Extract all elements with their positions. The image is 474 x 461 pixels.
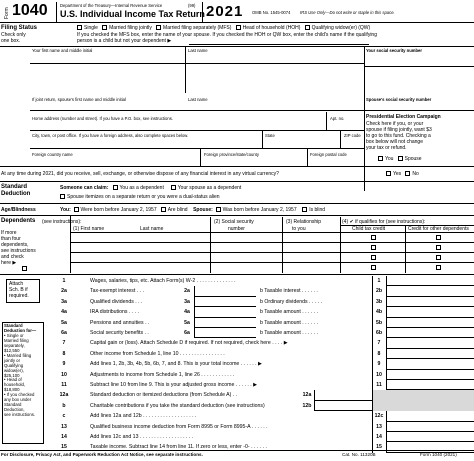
line-description: Adjustments to income from Schedule 1, line 26 . . . . . . . . . . . .	[90, 371, 235, 378]
line-box-label: 5a	[180, 320, 194, 326]
amount-input-6b[interactable]	[386, 328, 474, 338]
age-blindness-label: Age/Blindness	[1, 207, 36, 213]
line-number: 1	[62, 278, 66, 284]
line-box-label: 7	[372, 340, 386, 346]
dependents-more-text: If more than four dependents, see instructions and check here ▶	[1, 230, 36, 266]
line-number: b	[62, 402, 66, 409]
virtual-currency-answers	[386, 171, 419, 177]
line-box-label: 4a	[180, 309, 194, 315]
state-label: State	[265, 133, 275, 138]
spouse-itemizes-checkbox[interactable]: Spouse itemizes on a separate return or you were a dual-status alien	[60, 194, 220, 200]
box-divider	[372, 422, 373, 432]
amount-input-2b[interactable]	[386, 286, 474, 296]
dep-col-qualifies: (4) ✔ if qualifies for (see instructions):	[342, 219, 426, 225]
amount-input-6a[interactable]	[194, 328, 256, 338]
line-number: 2a	[61, 288, 67, 295]
line-description-b: b Taxable interest . . . . . .	[260, 288, 318, 295]
ssn-input[interactable]	[366, 54, 472, 64]
amount-input-2a[interactable]	[194, 286, 256, 296]
code-text: (99)	[188, 3, 196, 8]
line-number: 8	[62, 350, 66, 357]
postal-input[interactable]	[310, 158, 362, 165]
city-label: City, town, or post office. If you have a foreign address, also complete spaces below.	[32, 133, 189, 138]
box-divider	[372, 297, 373, 307]
amount-input-10[interactable]	[386, 370, 474, 380]
last-name-input[interactable]	[188, 54, 362, 62]
box-divider	[372, 286, 373, 296]
dependents-see: (see instructions):	[42, 219, 82, 225]
age-blindness-row: You: Were born before January 2, 1957 Are blind Spouse: Was born before January 2, 1957 Is blind	[60, 207, 326, 213]
filing-status-sub2: one box.	[1, 38, 21, 44]
dep3-other-credit[interactable]	[436, 255, 441, 260]
amount-input-1[interactable]	[386, 276, 474, 286]
box-divider	[372, 349, 373, 359]
line-description: Qualified dividends . . .	[90, 298, 143, 305]
state-input[interactable]	[265, 139, 337, 147]
amount-input-12c[interactable]	[386, 411, 474, 421]
line-box-label: 12c	[372, 413, 386, 419]
line-box-label: 6b	[372, 330, 386, 336]
checkbox-qw[interactable]: Qualifying widow(er) (QW)	[305, 25, 371, 31]
tax-year: 2021	[206, 3, 244, 20]
line-description: Standard deduction or itemized deductions (from Schedule A) . .	[90, 392, 238, 399]
line-box-label: 15	[372, 444, 386, 450]
line-description: Add lines 12a and 12b . . . . . . . . . . . . . . . . . . .	[90, 413, 197, 420]
checkbox-hoh[interactable]: Head of household (HOH)	[236, 25, 301, 31]
amount-input-3a[interactable]	[194, 297, 256, 307]
line-number: 15	[61, 444, 67, 451]
dep-col-ssn: (2) Social security	[214, 219, 254, 225]
spouse-born-checkbox[interactable]: Was born before January 2, 1957	[216, 207, 297, 213]
amount-input-8[interactable]	[386, 349, 474, 359]
attach-sch-b: Attach Sch. B if required.	[6, 279, 40, 303]
zip-label: ZIP code	[344, 133, 361, 138]
line-box-label: 8	[372, 351, 386, 357]
virtual-currency-question: At any time during 2021, did you receive, sell, exchange, or otherwise dispose of any financial interest in any virtual currency?	[1, 171, 279, 177]
zip-input[interactable]	[343, 139, 363, 147]
dep-col-relationship-b: to you	[292, 226, 306, 232]
virtual-yes-checkbox[interactable]: Yes	[386, 171, 401, 177]
box-divider	[372, 307, 373, 317]
dep-col-child-credit: Child tax credit	[352, 226, 386, 232]
address-label: Home address (number and street). If you have a P.O. box, see instructions.	[32, 116, 173, 121]
amount-input-13[interactable]	[386, 422, 474, 432]
checkbox-mfj[interactable]: Married filing jointly	[102, 25, 152, 31]
line-box-label: 3a	[180, 299, 194, 305]
spouse-first-input[interactable]	[32, 102, 182, 110]
line-number: 11	[61, 382, 67, 388]
footer-form: Form 1040 (2021)	[420, 452, 457, 457]
dependent-you-checkbox[interactable]: You as a dependent	[113, 185, 164, 191]
line-description: Social security benefits . .	[90, 330, 149, 336]
province-label: Foreign province/state/county	[204, 152, 259, 157]
line-box-label: 5b	[372, 320, 386, 326]
line-number: 9	[62, 361, 66, 368]
line-number: 12a	[59, 392, 69, 399]
more-dependents-checkbox[interactable]	[22, 266, 27, 271]
line-box-label: 4b	[372, 309, 386, 315]
line-description: Qualified business income deduction from Form 8995 or Form 8995-A . . . . . .	[90, 423, 268, 430]
apt-input[interactable]	[330, 122, 362, 129]
line-number: 7	[62, 340, 66, 347]
amount-input-12b[interactable]	[314, 401, 372, 411]
line-box-label: 6a	[180, 330, 194, 336]
line-number: 3a	[61, 298, 67, 305]
spouse-last-input[interactable]	[188, 102, 362, 110]
country-input[interactable]	[32, 158, 197, 165]
form-title: U.S. Individual Income Tax Return	[60, 9, 205, 19]
line-box-label: 14	[372, 434, 386, 440]
campaign-text: Check here if you, or your spouse if filing jointly, want $3 to go to this fund. Checking a box below will not change your tax or refund.	[366, 121, 432, 151]
line-number: 14	[61, 434, 67, 440]
apt-label: Apt. no.	[330, 116, 345, 121]
dep-col-ssn-b: number	[228, 226, 245, 232]
campaign-title: Presidential Election Campaign	[366, 114, 441, 120]
footer-cat: Cat. No. 11320B	[342, 452, 376, 457]
amount-input-12a[interactable]	[314, 390, 372, 400]
dep-col-last-name: Last name	[140, 226, 164, 232]
omb-number: OMB No. 1545-0074	[252, 10, 291, 15]
dep-col-first-name: (1) First name	[73, 226, 105, 232]
line-number: 4a	[61, 309, 67, 316]
line-description-b: b Taxable amount . . . . . .	[260, 309, 319, 316]
line-box-label: 10	[372, 372, 386, 378]
first-name-label: Your first name and middle initial	[32, 48, 93, 53]
line-box-label: 13	[372, 424, 386, 430]
dept-text: Department of the Treasury—Internal Revenue Service	[60, 3, 163, 8]
spouse-first-label: If joint return, spouse's first name and middle initial	[32, 97, 126, 102]
amount-input-5a[interactable]	[194, 318, 256, 328]
amount-input-9[interactable]	[386, 359, 474, 369]
footer-notice: For Disclosure, Privacy Act, and Paperwork Reduction Act Notice, see separate instructions.	[1, 452, 203, 457]
filing-status-sub1: Check only	[1, 32, 26, 38]
shaded-area	[372, 401, 474, 411]
virtual-no-checkbox[interactable]: No	[405, 171, 418, 177]
spouse-ssn-label: Spouse's social security number	[366, 97, 432, 102]
dep2-other-credit[interactable]	[436, 245, 441, 250]
line-box-label: 9	[372, 361, 386, 367]
filing-status-label: Filing Status	[1, 25, 37, 31]
amount-input-4a[interactable]	[194, 307, 256, 317]
line-description-b: b Taxable amount . . . . . .	[260, 319, 319, 326]
line-description-b: b Ordinary dividends . . . . .	[260, 298, 322, 305]
line-description: Taxable income. Subtract line 14 from line 11. If zero or less, enter -0- . . . . . .	[90, 444, 267, 451]
you-blind-checkbox[interactable]: Are blind	[161, 207, 188, 213]
dep-col-relationship: (3) Relationship	[286, 219, 322, 225]
standard-deduction-label: Standard Deduction	[1, 184, 31, 197]
dep4-child-credit[interactable]	[371, 265, 376, 270]
checkbox-mfs[interactable]: Married filing separately (MFS)	[156, 25, 231, 31]
line-description: Wages, salaries, tips, etc. Attach Form(s) W-2 . . . . . . . . . . . . . .	[90, 278, 236, 284]
standard-deduction-sidebar: Standard Deduction for— • Single or Married filing separately, $12,550 • Married filing jointly or Qualifying widow(er), $25,100 • Head of household, $18,800 • If you checked any box under Standard Deduction, see instructions.	[2, 322, 44, 444]
line-number: 5a	[61, 319, 67, 326]
city-input[interactable]	[32, 139, 258, 147]
campaign-checkboxes	[378, 156, 422, 162]
box-divider	[372, 432, 373, 442]
amount-input-4b[interactable]	[386, 307, 474, 317]
shaded-area	[372, 390, 474, 400]
filing-status-options	[77, 25, 370, 31]
line-number: 10	[61, 371, 67, 378]
box-divider	[372, 390, 373, 400]
filing-status-note1: If you checked the MFS box, enter the name of your spouse. If you checked the HOH or QW box, enter the child's name if the qualifying	[77, 32, 377, 38]
first-name-input[interactable]	[32, 54, 182, 62]
line-number: 13	[61, 423, 67, 430]
line-description: Capital gain or (loss). Attach Schedule D if required. If not required, check here . . . . ▶	[90, 340, 288, 347]
box-divider	[372, 276, 373, 286]
dep-col-other-credit: Credit for other dependents	[408, 226, 469, 232]
box-divider	[372, 359, 373, 369]
spouse-blind-checkbox[interactable]: Is blind	[302, 207, 325, 213]
dep2-child-credit[interactable]	[371, 245, 376, 250]
line-box-label: 2b	[372, 288, 386, 294]
line-description-b: b Taxable amount . . . . . .	[260, 330, 319, 336]
amount-input-11[interactable]	[386, 380, 474, 390]
dependents-label: Dependents	[1, 218, 36, 224]
line-box-label: 12a	[300, 392, 314, 398]
line-box-label: 1	[372, 278, 386, 284]
campaign-spouse-checkbox[interactable]: Spouse	[398, 156, 422, 162]
box-divider	[372, 401, 373, 411]
dep4-other-credit[interactable]	[436, 265, 441, 270]
campaign-you-checkbox[interactable]: You	[378, 156, 393, 162]
box-divider	[372, 338, 373, 348]
spouse-last-label: Last name	[188, 97, 208, 102]
checkbox-single[interactable]: Single	[77, 25, 98, 31]
filing-status-note2: person is a child but not your dependent ▶	[77, 38, 172, 44]
dep3-child-credit[interactable]	[371, 255, 376, 260]
country-label: Foreign country name	[32, 152, 73, 157]
line-box-label: 3b	[372, 299, 386, 305]
box-divider	[372, 318, 373, 328]
dependent-spouse-checkbox[interactable]: Your spouse as a dependent	[171, 185, 241, 191]
line-box-label: 12b	[300, 403, 314, 409]
ssn-label: Your social security number	[366, 48, 423, 53]
line-description: Charitable contributions if you take the standard deduction (see instructions)	[90, 402, 265, 409]
box-divider	[372, 380, 373, 390]
line-number: c	[62, 413, 66, 420]
line-description: Add lines 12c and 13 . . . . . . . . . . . . . . . . . . .	[90, 434, 194, 440]
form-number: 1040	[12, 2, 48, 19]
line-number: 6a	[61, 330, 67, 336]
line-box-label: 11	[372, 382, 386, 388]
line-description: Other income from Schedule 1, line 10 . . . . . . . . . . . . . . . .	[90, 350, 225, 357]
line-description: Subtract line 10 from line 9. This is your adjusted gross income . . . . . . ▶	[90, 382, 258, 388]
dep1-child-credit[interactable]	[371, 235, 376, 240]
box-divider	[372, 370, 373, 380]
dep1-other-credit[interactable]	[436, 235, 441, 240]
line-description: Add lines 1, 2b, 3b, 4b, 5b, 6b, 7, and 8. This is your total income . . . . . . ▶	[90, 361, 263, 368]
amount-input-5b[interactable]	[386, 318, 474, 328]
box-divider	[372, 328, 373, 338]
you-born-checkbox[interactable]: Were born before January 2, 1957	[74, 207, 157, 213]
irs-use-only: IRS Use Only—Do not write or staple in this space.	[300, 10, 395, 15]
line-description: IRA distributions . . . .	[90, 309, 140, 316]
box-divider	[372, 411, 373, 421]
someone-can-claim: Someone can claim: You as a dependent Your spouse as a dependent	[60, 185, 242, 191]
address-input[interactable]	[32, 122, 322, 129]
form-label: Form	[4, 7, 10, 19]
province-input[interactable]	[204, 158, 304, 165]
postal-label: Foreign postal code	[310, 152, 347, 157]
line-description: Tax-exempt interest . . .	[90, 288, 144, 295]
amount-input-14[interactable]	[386, 432, 474, 442]
amount-input-7[interactable]	[386, 338, 474, 348]
line-description: Pensions and annuities . .	[90, 319, 150, 326]
last-name-label: Last name	[188, 48, 208, 53]
line-box-label: 2a	[180, 288, 194, 294]
amount-input-3b[interactable]	[386, 297, 474, 307]
